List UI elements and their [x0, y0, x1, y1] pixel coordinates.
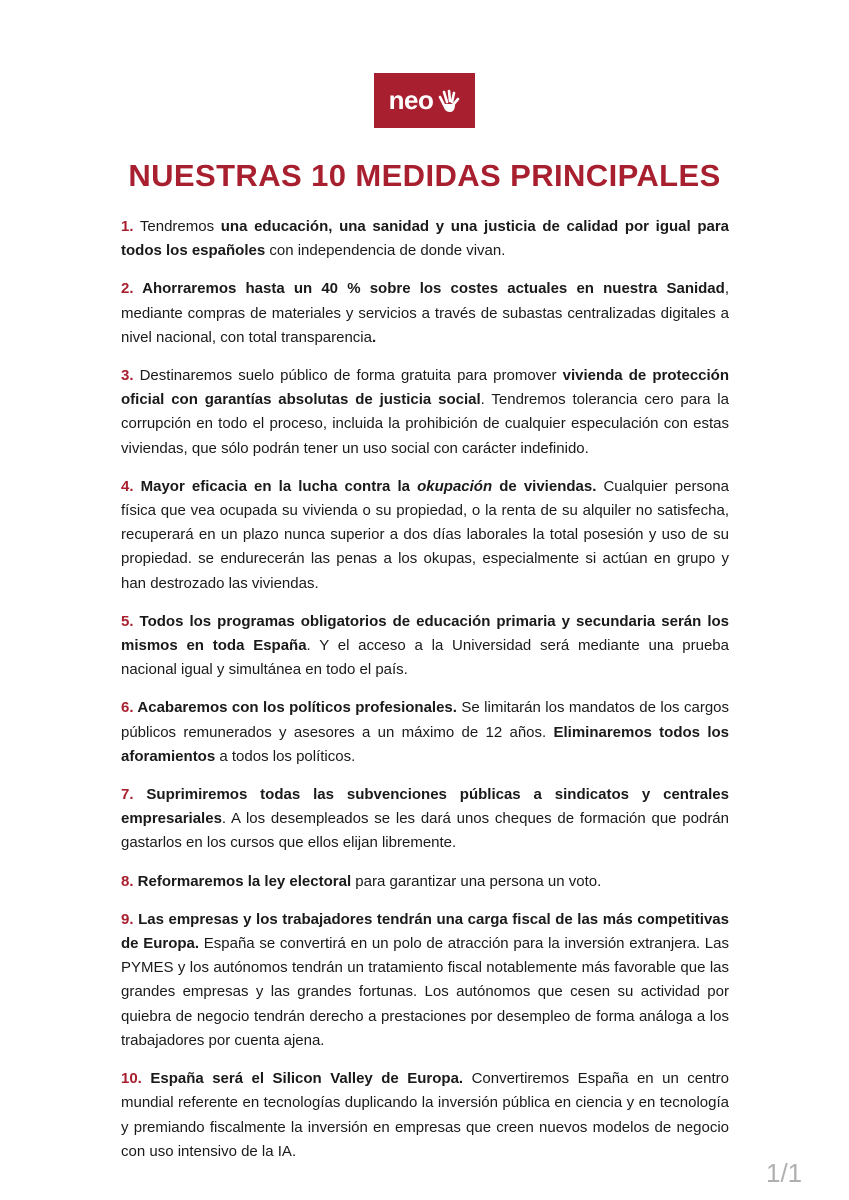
neo-logo — [374, 73, 475, 128]
item-number: 3. — [121, 367, 134, 385]
item-number: 1. — [121, 218, 134, 235]
measure-item-2: 2. Ahorraremos hasta un 40 % sobre los costes actuales en nuestra Sanidad, mediante compras de materiales y servicios a través de subastas centralizadas digitales a nivel nacional, con total transparencia. — [121, 280, 729, 346]
measure-item-9: 9. Las empresas y los trabajadores tendrán una carga fiscal de las más competitivas de Europa. España se convertirá en un polo de atracción para la inversión extranjera. Las PYMES y los autónomos tendrán un tratamiento fiscal notablemente más favorable que las grandes empresas y las grandes fortunas. Los autónomos que cesen su actividad por quiebra de negocio tendrán derecho a prestaciones por desempleo de forma análoga a los trabajadores por cuenta ajena. — [121, 910, 729, 1049]
measure-item-8: 8. Reformaremos la ley electoral para garantizar una persona un voto. — [121, 872, 602, 890]
hand-icon — [436, 88, 460, 114]
measure-item-3: 3. Destinaremos suelo público de forma gratuita para promover vivienda de protección oficial con garantías absolutas de justicia social. Tendremos tolerancia cero para la corrupción en todo el proceso, incluida la prohibición de cualquier especulación con estas viviendas, que sólo podrán tener un uso social con carácter indefinido. — [121, 367, 730, 457]
item-number: 9. — [121, 910, 134, 928]
item-number: 6. — [121, 699, 134, 717]
measure-item-1: 1. Tendremos una educación, una sanidad y una justicia de calidad por igual para todos los españoles con independencia de donde vivan. — [121, 218, 730, 260]
measure-item-5: 5. Todos los programas obligatorios de educación primaria y secundaria serán los mismos en toda España. Y el acceso a la Universidad será mediante una prueba nacional igual y simultánea en todo el país. — [121, 612, 729, 679]
measure-item-4: 4. Mayor eficacia en la lucha contra la okupación de viviendas. Cualquier persona física que vea ocupada su vivienda o su propiedad, o la renta de su alquiler no satisfecha, recuperará en un plazo nunca superior a dos días laborales la total posesión y uso de su propiedad. se endurecerán las penas a los okupas, especialmente si actúan en grupo y han destrozado las viviendas. — [121, 477, 729, 592]
page-title: NUESTRAS 10 MEDIDAS PRINCIPALES — [128, 158, 721, 193]
measures-list — [121, 215, 729, 1178]
item-number: 4. — [121, 477, 134, 495]
item-number: 10. — [121, 1070, 142, 1088]
page-number: 1/1 — [766, 1158, 803, 1188]
item-number: 7. — [121, 786, 134, 804]
measure-item-7: 7. Suprimiremos todas las subvenciones públicas a sindicatos y centrales empresariales. A los desempleados se les dará unos cheques de formación que podrán gastarlos en los cursos que ellos elijan libremente. — [121, 786, 729, 852]
measure-item-10: 10. España será el Silicon Valley de Europa. Convertiremos España en un centro mundial referente en tecnologías duplicando la inversión pública en ciencia y en tecnología y premiando fiscalmente la inversión en empresas que creen nuevos modelos de negocio con uso intensivo de la IA. — [121, 1070, 729, 1160]
logo-text: neo — [388, 85, 434, 115]
item-number: 5. — [121, 612, 134, 630]
item-number: 2. — [121, 280, 134, 298]
measure-item-6: 6. Acabaremos con los políticos profesionales. Se limitarán los mandatos de los cargos públicos remunerados y asesores a un máximo de 12 años. Eliminaremos todos los aforamientos a todos los políticos. — [121, 699, 730, 765]
item-number: 8. — [121, 872, 134, 890]
